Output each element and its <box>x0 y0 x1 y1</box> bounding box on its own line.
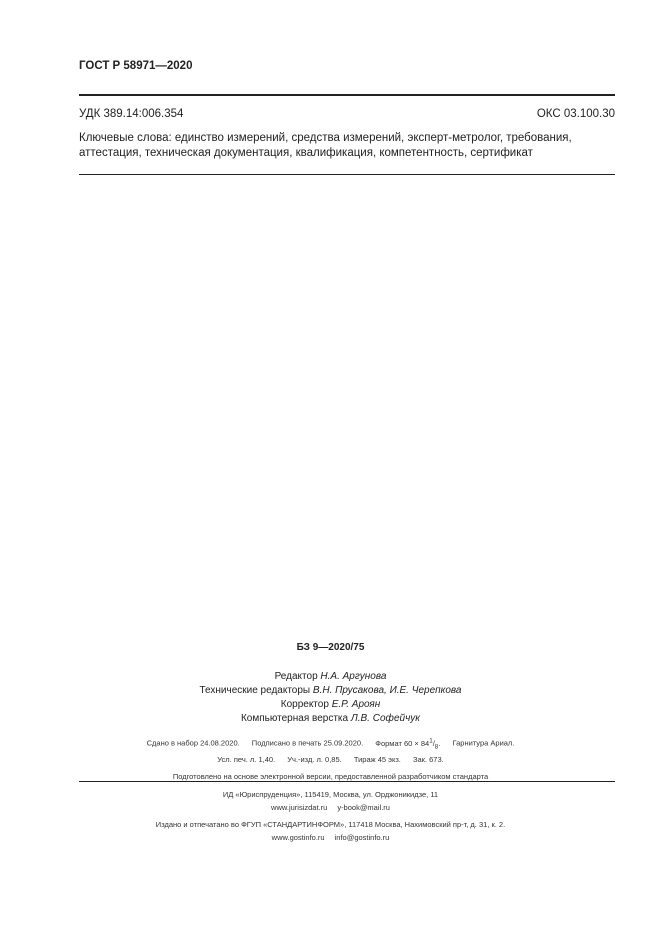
credits-block <box>0 670 661 726</box>
tech-editors-line: Технические редакторы В.Н. Прусакова, И.Е. Черепкова <box>199 685 462 696</box>
editor-line: Редактор Н.А. Аргунова <box>274 671 387 682</box>
corrector-line: Корректор Е.Р. Ароян <box>280 699 381 710</box>
publisher-block <box>0 788 661 844</box>
udk-code: УДК 389.14:006.354 <box>79 108 184 120</box>
publisher-line-1: ИД «Юриспруденция», 115419, Москва, ул. Орджоникидзе, 11 <box>222 790 439 799</box>
keywords: Ключевые слова: единство измерений, средства измерений, эксперт-метролог, требования, аттестация, техническая документация, квалификация, компетентность, сертификат <box>79 132 572 159</box>
prepared-note: Подготовлено на основе электронной версии, предоставленной разработчиком стандарта <box>172 772 489 781</box>
layout-line: Компьютерная верстка Л.В. Софейчук <box>240 713 421 724</box>
print-info-line-1: Сдано в набор 24.08.2020. Подписано в печать 25.09.2020. Формат $60 \times 84^1/_8$. Гарнитура Ариал. <box>146 737 515 750</box>
keywords-rule <box>79 174 615 175</box>
oks-code: ОКС 03.100.30 <box>536 108 615 120</box>
standard-header: ГОСТ Р 58971—2020 <box>79 60 193 72</box>
printer-line-2: www.gostinfo.ru info@gostinfo.ru <box>271 833 390 842</box>
publisher-line-2: www.jurisizdat.ru y-book@mail.ru <box>271 803 390 812</box>
print-info-line-2: Усл. печ. л. 1,40. Уч.-изд. л. 0,85. Тираж 45 экз. Зак. 673. <box>217 755 444 764</box>
bz-number: БЗ 9—2020/75 <box>296 642 365 653</box>
printer-line-1: Издано и отпечатано во ФГУП «СТАНДАРТИНФОРМ», 117418 Москва, Нахимовский пр-т, д. 31, к. 2. <box>155 820 506 829</box>
format-value: Формат $60 \times 84^1/_8$. <box>375 737 441 750</box>
publisher-rule <box>79 781 615 782</box>
print-info-block <box>0 734 661 783</box>
top-rule <box>79 94 615 96</box>
